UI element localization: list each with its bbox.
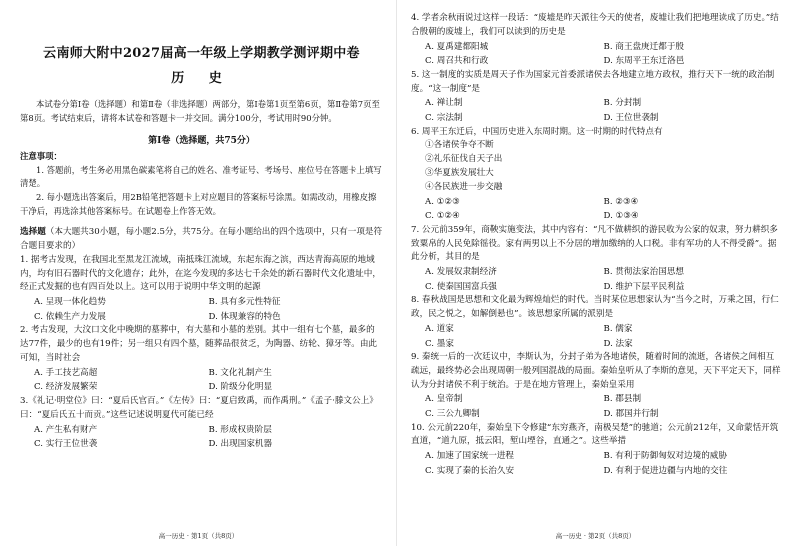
note-2: 2. 每小题选出答案后，用2B铅笔把答题卡上对应题目的答案标号涂黑。如需改动，用橡皮擦干净后，再选涂其他答案标号。在试题卷上作答无效。 [20, 191, 377, 216]
options [411, 449, 782, 478]
option-c: C. 墨家 [425, 338, 454, 349]
options [20, 295, 383, 324]
options [411, 392, 782, 421]
option-b: B. 文化礼制产生 [208, 367, 272, 378]
question-3 [20, 395, 383, 452]
option-b: B. 具有多元性特征 [208, 297, 281, 308]
option-d: D. 王位世袭制 [603, 112, 659, 123]
statement-4: ④各民族进一步交融 [425, 181, 503, 192]
option-d: D. 阶级分化明显 [208, 382, 273, 393]
option-a: A. 皇帝制 [425, 394, 463, 405]
page-footer-right: 高一历史 · 第2页（共8页） [555, 532, 636, 540]
question-9 [411, 351, 782, 422]
question-text: 2. 考古发现，大汶口文化中晚期的墓葬中，有大墓和小墓的差别。其中一组有七个墓，最多的达77件，最少的也有19件；另一组只有四个墓，随葬品很贫乏，为陶器、纺轮、獐牙等。由此可知，当时社会 [20, 325, 378, 363]
mc-intro-label: 选择题 [20, 227, 46, 238]
option-d: D. 有利于促进边疆与内地的交往 [603, 465, 728, 476]
option-d: D. 东周平王东迁洛邑 [603, 56, 685, 67]
exam-intro: 本试卷分第Ⅰ卷（选择题）和第Ⅱ卷（非选择题）两部分，第Ⅰ卷第1页至第6页，第Ⅱ卷第7页至第8页。考试结束后，请将本试卷和答题卡一并交回。满分100分，考试用时90分钟。 [20, 99, 380, 123]
option-b: B. 形成权贵阶层 [208, 424, 272, 435]
options [20, 366, 383, 395]
question-text: 5. 这一制度的实质是周天子作为国家元首委派诸侯去各地建立地方政权，推行天下一统的政治制度。“这一制度”是 [411, 69, 775, 94]
statement-1: ①各诸侯争夺不断 [425, 140, 494, 151]
option-a: A. 道家 [425, 323, 454, 334]
question-4 [411, 12, 782, 69]
option-c: C. 实行王位世袭 [34, 439, 98, 450]
option-a: A. 发展奴隶制经济 [425, 267, 497, 278]
option-c: C. 使秦国国富兵强 [425, 281, 497, 292]
question-2 [20, 324, 383, 395]
options [411, 195, 782, 224]
statement-3: ③华夏族发展壮大 [425, 167, 494, 178]
exam-subject: 历 史 [171, 71, 232, 86]
option-c: C. 实现了秦的长治久安 [425, 465, 515, 476]
right-page [397, 0, 794, 546]
option-b: B. 分封制 [603, 98, 642, 109]
options [411, 96, 782, 125]
option-a: A. 夏禹建都阳城 [425, 41, 489, 52]
option-b: B. 儒家 [603, 323, 633, 334]
option-b: B. 商王盘庚迁都于殷 [603, 41, 685, 52]
question-text: 1. 据考古发现，在我国北至黑龙江流域，南抵珠江流域，东起东海之滨，西达青海高原的地域内，均有旧石器时代的文化遗存；此外，在迄今发现的多达七千余处的新石器时代文化遗址中，经正式发掘的也有四百处以上。这可以用于说明中华文明的起源 [20, 254, 381, 293]
option-a: A. ①②③ [425, 196, 460, 207]
mc-intro-text: （本大题共30小题，每小题2.5分，共75分。在每小题给出的四个选项中，只有一项是符合题目要求的） [20, 227, 383, 251]
option-d: D. 郡国并行制 [603, 409, 659, 420]
option-a: A. 加速了国家统一进程 [425, 451, 515, 462]
notes-title: 注意事项： [20, 151, 62, 162]
question-text: 4. 学者余秋雨说过这样一段话：“废墟是昨天派往今天的使者，废墟让我们把地理读成了历史。”结合殷朝的废墟上，我们可以读到的历史是 [411, 13, 779, 37]
question-1 [20, 254, 383, 325]
option-b: B. ②③④ [603, 196, 639, 207]
option-d: D. 法家 [603, 338, 633, 349]
option-a: A. 手工技艺高超 [34, 367, 98, 378]
question-text: 7. 公元前359年，商鞅实施变法，其中内容有：“凡不做耕织的游民收为公家的奴隶，努力耕织多致粟帛的人民免除徭役。家有两男以上不分居的增加缴纳的人口税。非有军功的人不得受爵”。据此分析，其目的是 [411, 224, 778, 263]
options [411, 322, 782, 351]
options [20, 423, 383, 452]
option-b: B. 有利于防御匈奴对边境的威胁 [603, 451, 727, 462]
question-text: 3.《礼记·明堂位》曰：“夏后氏官百。”《左传》曰：“夏启致禹，而作禹刑。”《孟子·滕文公上》曰：“夏后氏五十而贡。”这些记述说明夏代可能已经 [20, 395, 378, 420]
option-b: B. 郡县制 [603, 394, 642, 405]
option-c: C. 三公九卿制 [425, 409, 480, 420]
option-c: C. 周召共和行政 [425, 56, 489, 67]
question-text: 9. 秦统一后的一次廷议中，李斯认为，分封子弟为各地诸侯，随着时间的流逝，各诸侯之间相互疏远，最终势必会出现周朝一般列国混战的局面。秦始皇听从了李斯的意见，天下平定天下，同样认为分封诸侯不利于统治。于是在地方管理上，秦始皇采用 [411, 352, 781, 390]
question-5 [411, 69, 782, 126]
option-d: D. ①③④ [603, 211, 639, 222]
question-8 [411, 294, 782, 351]
option-a: A. 呈现一体化趋势 [34, 297, 106, 308]
options [411, 40, 782, 69]
option-c: C. 宗法制 [425, 112, 463, 123]
option-c: C. 经济发展繁荣 [34, 382, 98, 393]
question-text: 8. 春秋战国是思想和文化最为辉煌灿烂的时代。当时某位思想家认为“当今之时，万乘之国，行仁政，民之悦之，如解倒悬也”。该思想家所属的派别是 [411, 295, 779, 320]
option-d: D. 维护下层平民利益 [603, 281, 685, 292]
question-text: 6. 周平王东迁后，中国历史进入东周时期。这一时期的时代特点有 [411, 126, 663, 137]
section1-title: 第Ⅰ卷（选择题，共75分） [148, 136, 255, 147]
question-6 [411, 126, 782, 224]
options [411, 265, 782, 294]
option-d: D. 出现国家机器 [208, 439, 273, 450]
page-footer-left: 高一历史 · 第1页（共8页） [158, 532, 239, 540]
option-c: C. ①②④ [425, 211, 460, 222]
question-text: 10. 公元前220年，秦始皇下令修建“东穷燕齐，南极吴楚”的驰道；公元前212年，又命蒙恬开筑直道，“道九原，抵云阳，堑山堙谷，直通之”。这些举措 [411, 422, 779, 447]
option-c: C. 依赖生产力发展 [34, 311, 106, 322]
question-10 [411, 422, 782, 479]
option-d: D. 体现兼容的特色 [208, 311, 281, 322]
question-7 [411, 224, 782, 295]
option-b: B. 贯彻法家治国思想 [603, 267, 685, 278]
exam-title: 云南师大附中2027届高一年级上学期教学测评期中卷 [43, 46, 360, 61]
statement-2: ②礼乐征伐自天子出 [425, 154, 503, 165]
mc-intro [20, 226, 383, 254]
option-a: A. 产生私有财产 [34, 424, 98, 435]
option-a: A. 禅让制 [425, 98, 463, 109]
note-1: 1. 答题前，考生务必用黑色碳素笔将自己的姓名、准考证号、考场号、座位号在答题卡上填写清楚。 [20, 164, 382, 189]
